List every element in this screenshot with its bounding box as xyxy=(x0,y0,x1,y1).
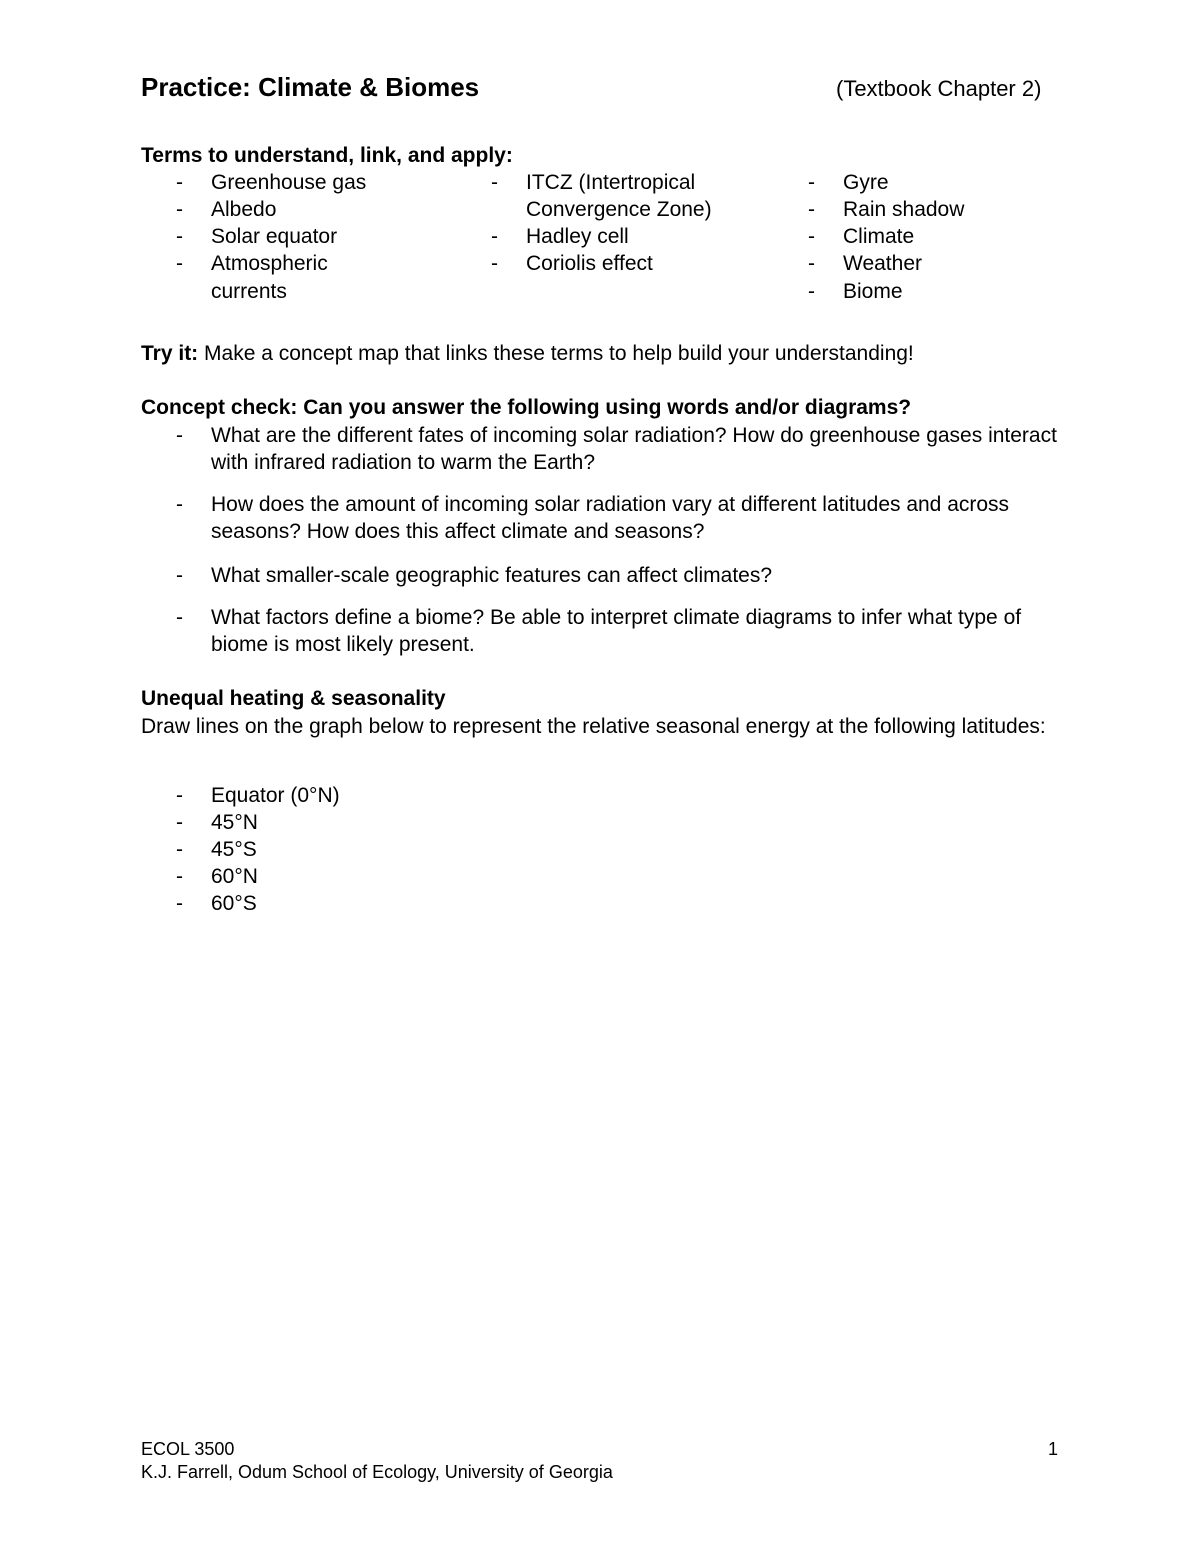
latitude-45n: 45°N xyxy=(211,811,258,834)
terms-heading: Terms to understand, link, and apply: xyxy=(141,144,513,167)
try-it-text: Make a concept map that links these terms to help build your understanding! xyxy=(198,342,914,365)
bullet-dash: - xyxy=(176,892,183,915)
bullet-dash: - xyxy=(491,252,498,275)
bullet-dash: - xyxy=(808,280,815,303)
bullet-dash: - xyxy=(176,865,183,888)
term-hadley-cell: Hadley cell xyxy=(526,225,629,248)
bullet-dash: - xyxy=(808,198,815,221)
term-itcz: ITCZ (Intertropical xyxy=(526,171,696,194)
chapter-reference: (Textbook Chapter 2) xyxy=(836,76,1042,101)
unequal-heating-heading: Unequal heating & seasonality xyxy=(141,687,446,710)
bullet-dash: - xyxy=(176,198,183,221)
bullet-dash: - xyxy=(176,493,183,516)
bullet-dash: - xyxy=(176,424,183,447)
bullet-dash: - xyxy=(176,225,183,248)
bullet-dash: - xyxy=(176,811,183,834)
term-greenhouse-gas: Greenhouse gas xyxy=(211,171,367,194)
term-currents: currents xyxy=(211,280,287,303)
concept-question-2: How does the amount of incoming solar radiation vary at different latitudes and across seasons? How does this affect climate and seasons? xyxy=(211,493,1010,543)
term-albedo: Albedo xyxy=(211,198,277,221)
page-title: Practice: Climate & Biomes xyxy=(141,72,480,102)
term-weather: Weather xyxy=(843,252,922,275)
term-atmospheric: Atmospheric xyxy=(211,252,328,275)
term-coriolis-effect: Coriolis effect xyxy=(526,252,653,275)
try-it-line xyxy=(141,340,914,367)
latitude-equator: Equator (0°N) xyxy=(211,784,340,807)
footer-course: ECOL 3500 xyxy=(141,1439,235,1459)
concept-check-heading: Concept check: Can you answer the following using words and/or diagrams? xyxy=(141,396,912,419)
term-biome: Biome xyxy=(843,280,903,303)
term-climate: Climate xyxy=(843,225,915,248)
bullet-dash: - xyxy=(176,252,183,275)
term-convergence-zone: Convergence Zone) xyxy=(526,198,712,221)
bullet-dash: - xyxy=(176,564,183,587)
bullet-dash: - xyxy=(808,171,815,194)
concept-question-1: What are the different fates of incoming solar radiation? How do greenhouse gases interact with infrared radiation to warm the Earth? xyxy=(211,424,1057,474)
latitude-60s: 60°S xyxy=(211,892,257,915)
term-gyre: Gyre xyxy=(843,171,889,194)
footer-page-number: 1 xyxy=(1048,1439,1059,1459)
bullet-dash: - xyxy=(491,225,498,248)
footer-credit: K.J. Farrell, Odum School of Ecology, University of Georgia xyxy=(141,1462,613,1482)
latitude-60n: 60°N xyxy=(211,865,258,888)
bullet-dash: - xyxy=(176,171,183,194)
bullet-dash: - xyxy=(176,606,183,629)
bullet-dash: - xyxy=(808,252,815,275)
term-rain-shadow: Rain shadow xyxy=(843,198,965,221)
concept-question-4: What factors define a biome? Be able to interpret climate diagrams to infer what type of biome is most likely present. xyxy=(211,606,1022,656)
concept-question-3: What smaller-scale geographic features can affect climates? xyxy=(211,564,773,587)
bullet-dash: - xyxy=(176,838,183,861)
term-solar-equator: Solar equator xyxy=(211,225,338,248)
unequal-heating-instructions: Draw lines on the graph below to represent the relative seasonal energy at the following latitudes: xyxy=(141,715,1046,738)
bullet-dash: - xyxy=(491,171,498,194)
bullet-dash: - xyxy=(176,784,183,807)
try-it-label: Try it: xyxy=(141,342,199,365)
latitude-45s: 45°S xyxy=(211,838,257,861)
bullet-dash: - xyxy=(808,225,815,248)
